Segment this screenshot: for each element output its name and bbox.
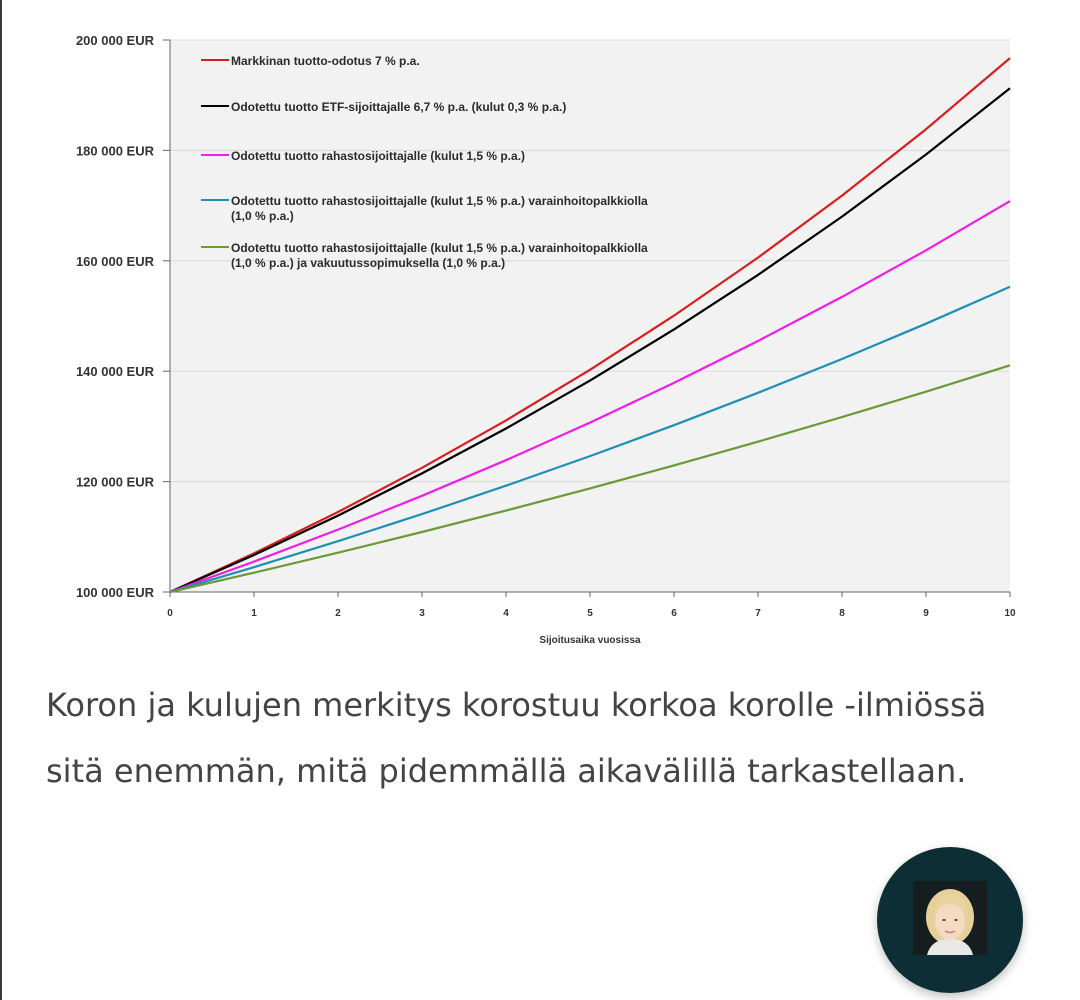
x-tick-label: 0 bbox=[167, 608, 173, 619]
x-tick-label: 10 bbox=[1004, 608, 1016, 619]
x-tick-label: 3 bbox=[419, 608, 425, 619]
y-tick-label: 180 000 EUR bbox=[75, 143, 154, 159]
agent-avatar-icon bbox=[913, 881, 987, 955]
x-tick-label: 5 bbox=[587, 608, 593, 619]
x-tick-label: 2 bbox=[335, 608, 341, 619]
legend-label: Odotettu tuotto rahastosijoittajalle (kulut 1,5 % p.a.) bbox=[231, 149, 526, 163]
x-axis-title: Sijoitusaika vuosissa bbox=[539, 635, 641, 646]
x-tick-label: 4 bbox=[503, 608, 509, 619]
legend-label: (1,0 % p.a.) bbox=[231, 209, 294, 223]
x-tick-label: 8 bbox=[839, 608, 845, 619]
y-tick-label: 100 000 EUR bbox=[75, 585, 154, 600]
x-tick-label: 9 bbox=[923, 608, 929, 619]
article-caption: Koron ja kulujen merkitys korostuu korkoa korolle -ilmiössä sitä enemmän, mitä pidemmällä aikavälillä tarkastellaan. bbox=[46, 686, 987, 790]
legend-label: Odotettu tuotto rahastosijoittajalle (kulut 1,5 % p.a.) varainhoitopalkkiolla bbox=[231, 241, 648, 255]
legend-label: Odotettu tuotto ETF-sijoittajalle 6,7 % p.a. (kulut 0,3 % p.a.) bbox=[231, 100, 567, 114]
x-tick-label: 7 bbox=[755, 608, 761, 619]
y-tick-label: 160 000 EUR bbox=[75, 253, 154, 269]
y-tick-label: 120 000 EUR bbox=[75, 474, 154, 490]
x-tick-label: 1 bbox=[251, 608, 257, 619]
legend-label: Markkinan tuotto-odotus 7 % p.a. bbox=[231, 54, 420, 68]
y-tick-label: 140 000 EUR bbox=[75, 364, 154, 380]
legend-label: Odotettu tuotto rahastosijoittajalle (kulut 1,5 % p.a.) varainhoitopalkkiolla bbox=[231, 194, 648, 208]
legend-label: (1,0 % p.a.) ja vakuutussopimuksella (1,0 % p.a.) bbox=[231, 256, 506, 270]
chat-launcher-button[interactable] bbox=[877, 847, 1023, 993]
y-tick-label: 200 000 EUR bbox=[75, 33, 154, 48]
x-tick-label: 6 bbox=[671, 608, 677, 619]
plot-area bbox=[170, 40, 1010, 592]
